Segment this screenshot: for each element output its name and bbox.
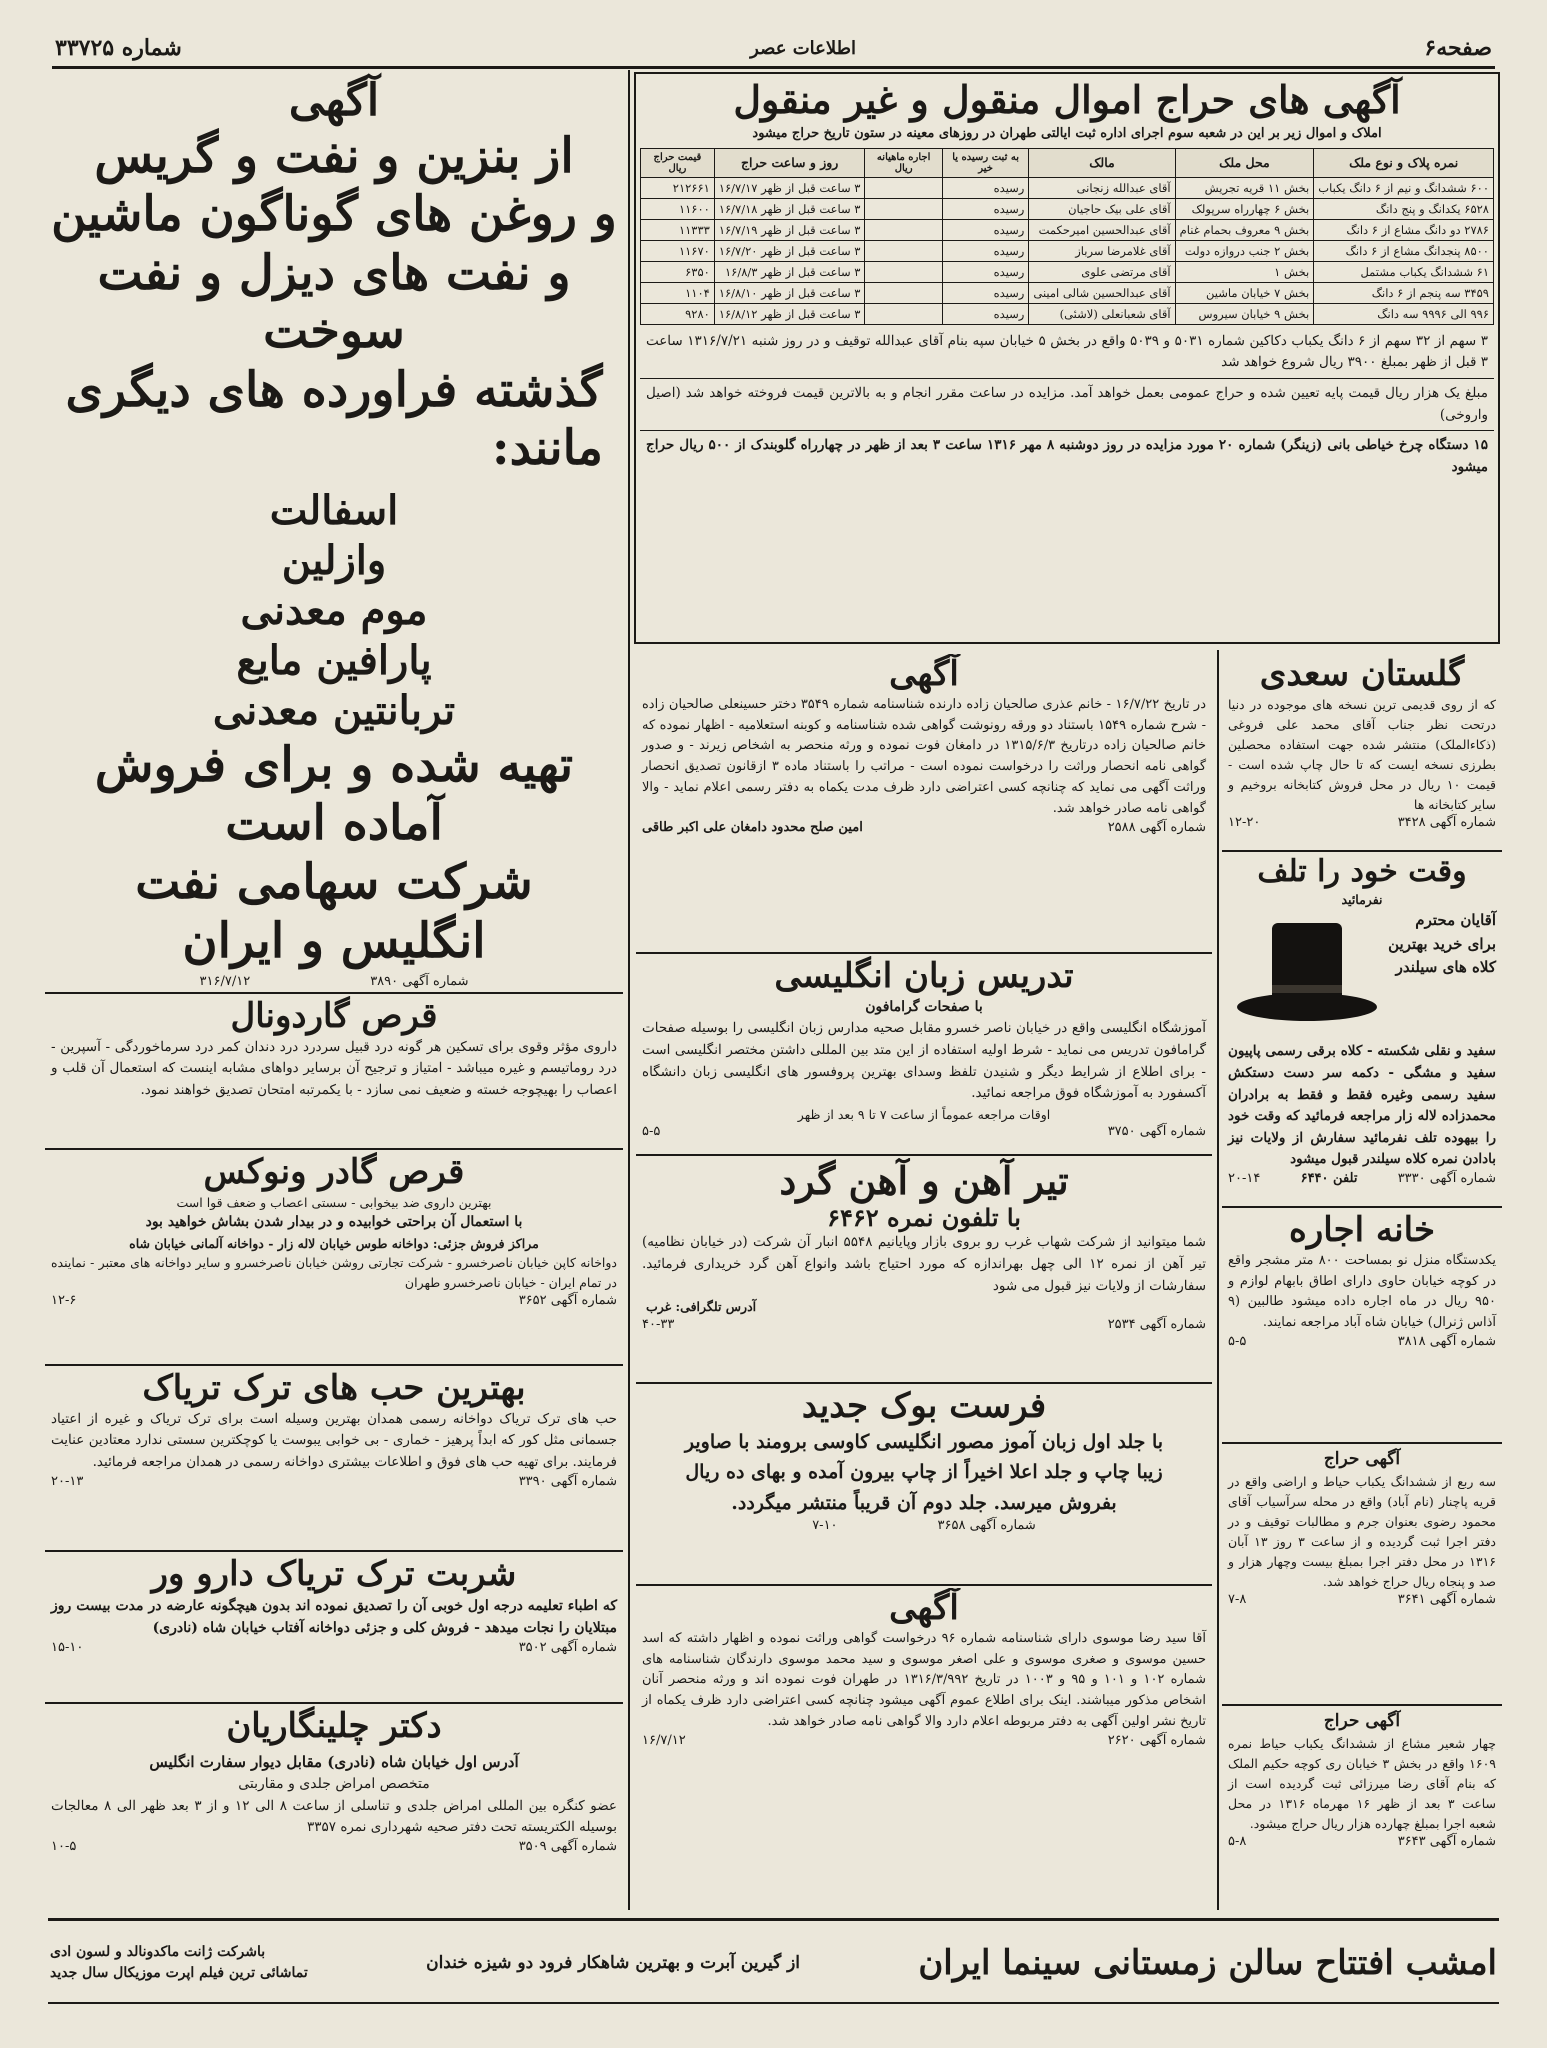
gardonal-ad (45, 996, 623, 1146)
oil-line: مانند: (491, 420, 603, 477)
cinema-right (50, 1942, 308, 1984)
english-footer (636, 1124, 1212, 1139)
auction3-title: آگهی حراج (1323, 1711, 1401, 1731)
auction-notice-3 (1222, 1708, 1502, 1908)
oil-ad-title: آگهی (288, 75, 380, 126)
table-cell: بخش ۷ خیابان ماشین (1175, 282, 1314, 303)
separator (1222, 1704, 1502, 1706)
opium-syrup-body: که اطباء تعلیمه درجه اول خوبی آن را تصدیق نموده اند بدون هیچگونه عارضه در مدت بیست روز مبتلایان را نجات میدهد - فروش کلی و جزئی دواخانه آفتاب خیابان شاه (نادری) (51, 1597, 617, 1637)
table-cell: ۶۳۵۰ (641, 261, 715, 282)
page-header (55, 30, 1492, 66)
separator (636, 1154, 1212, 1156)
ad-date: ۳۱۶/۷/۱۲ (199, 974, 251, 990)
oil-closing: آماده است (225, 795, 443, 852)
table-cell: بخش ۹ معروف بحمام غنام (1175, 219, 1314, 240)
ad-date: ۱۶/۷/۱۲ (642, 1732, 686, 1748)
auction-title: آگهی های حراج اموال منقول و غیر منقول (733, 77, 1401, 122)
notice-footer (636, 820, 1212, 835)
oil-closing: تهیه شده و برای فروش (94, 736, 574, 793)
english-body: آموزشگاه انگلیسی واقع در خیابان ناصر خسرو مقابل صحیه مدارس زبان انگلیسی را بوسیله صفحات گرامافون تدریس می نماید - شرط اولیه استفاده از این متد بین المللی داشتن مختصر انگلیسی است - برای اطلاع از شرایط دیگر و شنیدن تلفظ وسدای بهترین پروفسور های انگلیسی زبان دانشگاه آکسفورد به آموزشگاه فوق مراجعه نمائید. (642, 1020, 1206, 1102)
table-cell: ۹۹۶ الی ۹۹۹۶ سه دانگ (1314, 303, 1494, 324)
opium-syrup-footer (45, 1640, 623, 1655)
english-title: تدریس زبان انگلیسی (774, 956, 1074, 996)
column-header: قیمت حراج ریال (641, 148, 715, 177)
auction-table (640, 148, 1494, 325)
product-item: اسفالت (269, 486, 399, 534)
table-cell: آقای عبدالحسین شالی امینی (1029, 282, 1175, 303)
table-header-row (641, 148, 1494, 177)
ad-date: ۵-۵ (1228, 1333, 1247, 1349)
separator (636, 1584, 1212, 1586)
iron-footer (636, 1317, 1212, 1332)
ad-date: ۷-۱۰ (812, 1517, 838, 1533)
product-item: پارافین مایع (236, 636, 432, 684)
cinema-middle: از گیرین آبرت و بهترین شاهکار فرود دو شیزه خندان (426, 1953, 801, 1973)
table-cell: ۸۵۰۰ پنجدانگ مشاع از ۶ دانگ (1314, 240, 1494, 261)
ad-date: ۷-۸ (1228, 1592, 1247, 1608)
table-cell: رسیده (942, 219, 1029, 240)
product-item: تربانتین معدنی (212, 686, 456, 734)
table-cell: رسیده (942, 177, 1029, 198)
firstbook-ad (636, 1386, 1212, 1582)
hat-footer (1222, 1171, 1502, 1186)
ad-number: شماره آگهی ۳۷۵۰ (1107, 1124, 1206, 1140)
ad-number: شماره آگهی ۲۵۸۸ (1107, 819, 1206, 835)
table-cell: بخش ۱ (1175, 261, 1314, 282)
table-cell: ۱۱۶۰۰ (641, 198, 715, 219)
notice-title: آگهی (889, 1588, 959, 1628)
gadernox-ad (45, 1152, 623, 1362)
golestan-title: گلستان سعدی (1259, 654, 1465, 694)
auction-notice-2 (1222, 1446, 1502, 1702)
table-cell: ۱۱۰۴ (641, 282, 715, 303)
firstbook-line: بفروش میرسد. جلد دوم آن قریباً منتشر میگردد. (731, 1491, 1117, 1514)
doctor-specialty: متخصص امراض جلدی و مقاربتی (238, 1776, 430, 1793)
column-header: اجاره ماهیانه ریال (865, 148, 942, 177)
ad-number: شماره آگهی ۳۸۱۸ (1397, 1333, 1496, 1349)
separator (45, 992, 623, 994)
doctor-ad (45, 1706, 623, 1906)
hat-phone: تلفن ۶۴۴۰ (1300, 1170, 1358, 1186)
table-row (641, 282, 1494, 303)
opium-pills-title: بهترین حب های ترک تریاک (142, 1368, 526, 1408)
house-footer (1222, 1334, 1502, 1349)
auction-note: ۳ سهم از ۳۲ سهم از ۶ دانگ یکباب دکاکین شماره ۵۰۳۱ و ۵۰۳۹ واقع در بخش ۵ خیابان سپه بنام آقای عبدالله توقیف و در روز شنبه ۱۳۱۶/۷/۲۱ ساعت ۳ قبل از ظهر بمبلغ ۳۹۰۰ ریال شروع خواهد شد (640, 331, 1494, 379)
ad-date: ۱۲-۲۰ (1228, 814, 1261, 830)
separator (1222, 1206, 1502, 1208)
ad-date: ۵-۵ (642, 1124, 661, 1140)
iron-title: تیر آهن و آهن گرد (779, 1158, 1069, 1203)
iron-phone: با تلفون نمره ۶۴۶۲ (827, 1202, 1021, 1232)
table-cell: رسیده (942, 240, 1029, 261)
issue-label: شماره ۳۳۷۲۵ (55, 35, 182, 61)
oil-line: و نفت های دیزل و نفت سوخت (97, 244, 571, 360)
auction-section (634, 72, 1500, 644)
house-rent-ad (1222, 1210, 1502, 1440)
doctor-footer (45, 1839, 623, 1854)
table-cell (865, 198, 942, 219)
firstbook-line: با جلد اول زبان آموز مصور انگلیسی کاوسی برومند با صاویر (684, 1430, 1164, 1453)
separator (636, 1382, 1212, 1384)
page-label: صفحه۶ (1424, 35, 1492, 61)
ad-date: ۲۰-۱۳ (51, 1473, 84, 1489)
hat-title-2: نفرمائید (1341, 892, 1383, 907)
auction-note: مبلغ یک هزار ریال قیمت پایه تعیین شده و حراج عمومی بعمل خواهد آمد. مزایده در ساعت مقرر انجام و به بالاترین قیمت فروخته خواهد شد (اصیل واروخی) (640, 383, 1494, 431)
hat-body: سفید و نقلی شکسته - کلاه برقی رسمی پاپیون سفید و مشگی - دکمه سر دست دستکش سفید رسمی وغیره فقط و فقط به برادران محمدزاده لاله زار مراجعه فرمائید که وقت خود را بیهوده تلف نفرمائید سفارش از ولایات نیز بادادن نمره کلاه سیلندر قبول میشود (1228, 1043, 1496, 1168)
house-title: خانه اجاره (1289, 1210, 1435, 1250)
table-cell: ۳ ساعت قبل از ظهر ۱۶/۷/۱۷ (714, 177, 865, 198)
opium-pills-ad (45, 1368, 623, 1548)
table-row (641, 240, 1494, 261)
table-cell: بخش ۱۱ قریه تجریش (1175, 177, 1314, 198)
ad-number: شماره آگهی ۳۵۰۹ (518, 1838, 617, 1854)
cinema-cast: باشرکت ژانت ماکدونالد و لسون ادی (50, 1944, 266, 1960)
oil-line: گذشته فراورده های دیگری (65, 361, 603, 418)
product-item: موم معدنی (240, 586, 428, 634)
table-cell: آقای غلامرضا سرباز (1029, 240, 1175, 261)
table-row (641, 198, 1494, 219)
ad-date: ۴۰-۳۳ (642, 1316, 675, 1332)
english-subtitle: با صفحات گرامافون (865, 998, 983, 1015)
gardonal-body: داروی مؤثر وقوی برای تسکین هر گونه درد قبیل سردرد درد دندان کمر درد سرماخوردگی - آسپرین - درد روماتیسم و غیره میباشد - امتیاز و ترجیح آن برسایر دواهای مشابه اینست که استعمال آن قلب و اعصاب را بهیچوجه خسته و ضعیف نمی سازد - با یکمرتبه امتحان تصدیق خواهند نمود. (51, 1038, 617, 1098)
table-cell (865, 282, 942, 303)
column-divider-2 (1217, 650, 1219, 1910)
gadernox-line: دواخانه کاپن خیابان ناصرخسرو - شرکت تجارتی روشن خیابان ناصرخسرو و سایر دواخانه های معتبر - نماینده در تمام ایران - خیابان ناصرخسرو طهران (51, 1255, 617, 1291)
table-cell: بخش ۶ چهارراه سرپولک (1175, 198, 1314, 219)
table-cell: رسیده (942, 303, 1029, 324)
opium-pills-footer (45, 1474, 623, 1489)
table-cell: ۶۰۰ ششدانگ و نیم از ۶ دانگ یکباب (1314, 177, 1494, 198)
notice-title: آگهی (889, 654, 959, 694)
gadernox-title: قرص گادر ونوکس (203, 1152, 465, 1192)
ad-date: ۵-۸ (1228, 1834, 1247, 1850)
separator (45, 1364, 623, 1366)
gadernox-footer (45, 1293, 623, 1308)
auction2-title: آگهی حراج (1323, 1449, 1401, 1469)
ad-number: شماره آگهی ۳۸۹۰ (370, 974, 469, 990)
iron-beam-ad (636, 1158, 1212, 1380)
firstbook-line: زیبا چاپ و جلد اعلا اخیراً از چاپ بیرون آمده و بهای ده ریال (685, 1461, 1163, 1484)
hat-title: وقت خود را تلف (1257, 854, 1467, 889)
gadernox-line: بهترین داروی ضد بیخوابی - سستی اعصاب و ضعف قوا است (176, 1194, 492, 1210)
company-name: شرکت سهامی نفت (135, 853, 533, 910)
english-hours: اوقات مراجعه عموماً از ساعت ۷ تا ۹ بعد از ظهر (797, 1106, 1051, 1122)
table-cell: ۱۱۳۳۳ (641, 219, 715, 240)
table-cell: رسیده (942, 261, 1029, 282)
table-cell (865, 177, 942, 198)
gadernox-line: با استعمال آن براحتی خوابیده و در بیدار شدن بشاش خواهید بود (145, 1214, 523, 1231)
auction3-footer (1222, 1834, 1502, 1849)
iron-telegraph: آدرس تلگرافی: غرب (646, 1299, 757, 1315)
ad-number: شماره آگهی ۳۳۹۰ (518, 1473, 617, 1489)
header-rule (52, 66, 1495, 69)
table-cell: بخش ۲ جنب دروازه دولت (1175, 240, 1314, 261)
oil-ad (45, 72, 623, 990)
table-cell: آقای شعبانعلی (لاشئی) (1029, 303, 1175, 324)
english-lessons-ad (636, 956, 1212, 1152)
oil-line: از بنزین و نفت و گریس (94, 127, 574, 184)
hat-pitch: آقایان محترم برای خرید بهترین کلاه های سیلندر (1388, 911, 1496, 976)
ad-number: شماره آگهی ۳۵۰۲ (518, 1639, 617, 1655)
ad-number: شماره آگهی ۳۶۴۳ (1397, 1834, 1496, 1850)
table-cell (865, 303, 942, 324)
inheritance-notice-2 (636, 1588, 1212, 1904)
table-cell: آقای مرتضی علوی (1029, 261, 1175, 282)
table-cell: ۳۴۵۹ سه پنجم از ۶ دانگ (1314, 282, 1494, 303)
opium-syrup-ad (45, 1554, 623, 1700)
ad-number: شماره آگهی ۳۶۵۸ (937, 1517, 1036, 1533)
notice-body: آقا سید رضا موسوی دارای شناسنامه شماره ۹۶ درخواست گواهی وراثت نموده و اظهار داشته که اسد حسین موسوی و صغری موسوی و علی اصغر موسوی و سید محمد موسوی دارندگان شناسنامه های شماره ۱۰۲ و ۱۰۱ و ۹۵ و ۱۰۰۳ در تاریخ ۱۳۱۶/۳/۹۹۲ در طهران فوت نموده اند و ورثه منحصر آنان اشخاص مذکور میباشند. اینک برای اطلاع عموم آگهی میشود چنانچه کسی اعتراضی دارد ظرف یکماه از تاریخ نشر اولین آگهی به دفتر مربوطه اعلام دارد والا گواهی نامه صادر خواهد شد. (642, 1630, 1207, 1729)
ad-number: شماره آگهی ۳۳۳۰ (1397, 1170, 1496, 1186)
doctor-body: عضو کنگره بین المللی امراض جلدی و تناسلی از ساعت ۸ الی ۱۲ و از ۳ بعد ظهر الی ۸ معالجات بوسیله الکتریسته تحت دفتر صحیه شهرداری نمره ۳۳۵۷ (51, 1797, 617, 1836)
inheritance-notice-1 (636, 654, 1212, 950)
column-divider-1 (628, 70, 630, 1910)
table-cell: ۲۱۲۶۶۱ (641, 177, 715, 198)
notice-footer (636, 1733, 1212, 1748)
footer-bottom-rule (48, 2002, 1499, 2004)
table-cell: ۹۲۸۰ (641, 303, 715, 324)
ad-number: شماره آگهی ۲۵۳۴ (1107, 1316, 1206, 1332)
table-cell: آقای عبدالحسین امیرحکمت (1029, 219, 1175, 240)
ad-date: ۱۰-۵ (51, 1838, 77, 1854)
golestan-body: که از روی قدیمی ترین نسخه های موجوده در دنیا درتحت نظر جناب آقای محمد علی فروغی (ذکاءالملک) منتشر شده جهت استفاده محصلین بطرزی نسخه ایست که تا حال چاپ شده است - قیمت ۱۰ ریال در محل فروش کتابخانه بروخیم و سایر کتابخانه ها (1228, 696, 1496, 812)
table-cell: ۲۷۸۶ دو دانگ مشاع از ۶ دانگ (1314, 219, 1494, 240)
column-header: روز و ساعت حراج (714, 148, 865, 177)
gardonal-title: قرص گاردونال (230, 996, 438, 1036)
gadernox-line: مراکز فروش جزئی: دواخانه طوس خیابان لاله زار - دواخانه آلمانی خیابان شاه (129, 1235, 539, 1251)
table-cell: ۳ ساعت قبل از ظهر ۱۶/۸/۱۰ (714, 282, 865, 303)
product-item: وازلین (281, 536, 387, 584)
separator (45, 1702, 623, 1704)
cinema-banner (50, 1928, 1497, 1998)
table-row (641, 177, 1494, 198)
separator (45, 1550, 623, 1552)
oil-ad-footer (45, 974, 623, 989)
auction-subtitle: املاک و اموال زیر بر این در شعبه سوم اجرای اداره ثبت ایالتی طهران در روزهای معینه در ستون تاریخ حراج میشود (752, 125, 1382, 141)
ad-date: ۱۲-۶ (51, 1293, 77, 1309)
separator (1222, 850, 1502, 852)
table-cell: ۳ ساعت قبل از ظهر ۱۶/۷/۱۸ (714, 198, 865, 219)
table-cell (865, 219, 942, 240)
ad-date: ۲۰-۱۴ (1228, 1170, 1261, 1186)
table-cell: ۳ ساعت قبل از ظهر ۱۶/۸/۳ (714, 261, 865, 282)
ad-number: شماره آگهی ۳۶۵۲ (518, 1293, 617, 1309)
footer-rule (48, 1918, 1499, 1921)
house-body: یکدستگاه منزل نو بمساحت ۸۰۰ متر مشجر واقع در کوچه خیابان حاوی دارای اطاق بابهام لوازم و ۹۵۰ ریال در ماه اجاره داده میشود طالبین (۹ آذاس ژنرال) خیابان شاه آباد مراجعه نمایند. (1228, 1252, 1496, 1331)
auction-note: ۱۵ دستگاه چرخ خیاطی بانی (زینگر) شماره ۲۰ مورد مزایده در روز دوشنبه ۸ مهر ۱۳۱۶ ساعت ۳ بعد از ظهر در چهارراه گلوبندک از ۵۰۰ ریال حراج میشود (646, 437, 1489, 475)
table-cell: ۱۱۶۷۰ (641, 240, 715, 261)
doctor-address: آدرس اول خیابان شاه (نادری) مقابل دیوار سفارت انگلیس (149, 1752, 519, 1771)
firstbook-footer (636, 1518, 1212, 1533)
table-cell: ۳ ساعت قبل از ظهر ۱۶/۸/۱۲ (714, 303, 865, 324)
ad-date: ۱۵-۱۰ (51, 1639, 84, 1655)
column-header: محل ملک (1175, 148, 1314, 177)
separator (636, 952, 1212, 954)
table-cell: ۶۱ ششدانگ یکباب مشتمل (1314, 261, 1494, 282)
table-cell: بخش ۹ خیابان سیروس (1175, 303, 1314, 324)
table-cell (865, 261, 942, 282)
table-cell: رسیده (942, 198, 1029, 219)
table-row (641, 303, 1494, 324)
ad-number: شماره آگهی ۳۴۲۸ (1397, 814, 1496, 830)
table-cell: آقای علی بیک حاجیان (1029, 198, 1175, 219)
iron-body: شما میتوانید از شرکت شهاب غرب رو بروی بازار وپایانیم ۵۵۴۸ انبار آن شرکت (در خیابان نظامیه) تیر آهن از نمره ۱۲ الی چهل بهراندازه که مورد احتیاج باشد وانواع آهن گرد خریداری فرمائید. سفارشات از ولایات نیز قبول می شود (642, 1234, 1206, 1294)
table-row (641, 261, 1494, 282)
column-header: مالک (1029, 148, 1175, 177)
paper-name: اطلاعات عصر (750, 37, 856, 59)
table-cell: ۳ ساعت قبل از ظهر ۱۶/۷/۱۹ (714, 219, 865, 240)
table-cell (865, 240, 942, 261)
column-header: به ثبت رسیده یا خیر (942, 148, 1029, 177)
firstbook-title: فرست بوک جدید (801, 1386, 1047, 1426)
auction3-body: چهار شعیر مشاع از ششدانگ یکباب حیاط نمره ۱۶۰۹ واقع در بخش ۳ خیابان ری کوچه حکیم الملک که بنام آقای رضا میرزائی ثبت گردیده است از ساعت ۳ بعد از ظهر ۱۶ مهرماه ۱۳۱۶ در محل شعبه اجرا بمبلغ چهارده هزار ریال حراج میشود. (1228, 1736, 1496, 1832)
table-cell: آقای عبدالله زنجانی (1029, 177, 1175, 198)
golestan-ad (1222, 654, 1502, 848)
oil-line: و روغن های گوناگون ماشین (51, 186, 617, 243)
top-hat-icon (1232, 915, 1382, 1035)
separator (1222, 1442, 1502, 1444)
opium-pills-body: حب های ترک تریاک دواخانه رسمی همدان بهترین وسیله است برای ترک تریاک و غیره از اعتیاد جسمانی مثل کور که ابداً پرهیز - خماری - بی خوابی یبوست یا کوچکترین سستی ندارد معتادین عنایت فرمایند. برای تهیه حب های فوق و اطلاعات بیشتری دواخانه رسمی در همدان مراجعه فرمائید. (51, 1410, 617, 1470)
separator (45, 1148, 623, 1150)
table-cell: رسیده (942, 282, 1029, 303)
notice-body: در تاریخ ۱۶/۷/۲۲ - خانم عذری صالحیان زاده دارنده شناسنامه شماره ۳۵۴۹ دختر حسینعلی صالحیان زاده - شرح شماره ۱۵۴۹ باستناد دو ورقه رونوشت گواهی شده شناسنامه و کوبنه استعلامیه - اظهار نموده که خانم صالحیان زاده درتاریخ ۱۳۱۵/۶/۳ در دامغان فوت نموده و ورثه منحصر به اشخاص زیرند - و صدور گواهی نامه انحصار وراثت را درخواست نموده است - مراتب را باستناد ماده ۳ ازقانون تصدیق انحصار وراثت آگهی می نماید که چنانچه کسی اعتراضی دارد ظرف مدت یکماه به دفتر رسمی اعلام نماید - والا گواهی نامه صادر خواهد شد. (642, 696, 1207, 816)
notice-signature: امین صلح محدود دامغان علی اکبر طاقی (642, 819, 863, 835)
auction2-footer (1222, 1592, 1502, 1607)
cinema-main: امشب افتتاح سالن زمستانی سینما ایران (918, 1943, 1497, 1983)
column-header: نمره پلاک و نوع ملک (1314, 148, 1494, 177)
table-cell: ۳ ساعت قبل از ظهر ۱۶/۷/۲۰ (714, 240, 865, 261)
ad-number: شماره آگهی ۳۶۴۱ (1397, 1592, 1496, 1608)
table-row (641, 219, 1494, 240)
opium-syrup-title: شربت ترک تریاک دارو ور (151, 1554, 517, 1594)
company-name: انگلیس و ایران (182, 912, 486, 969)
cinema-tagline: تماشائی ترین فیلم اپرت موزیکال سال جدید (50, 1965, 308, 1981)
doctor-title: دکتر چلینگاریان (226, 1706, 442, 1746)
ad-number: شماره آگهی ۲۶۲۰ (1107, 1732, 1206, 1748)
hat-shop-ad (1222, 854, 1502, 1204)
auction2-body: سه ربع از ششدانگ یکباب حیاط و اراضی واقع در قریه پاچنار (نام آباد) واقع در محله سرآسیاب آقای محمود رضوی بعنوان جرم و مطالبات توقیف و در دفتر اجرا ثبت گردیده و از ساعت ۳ روز ۱۳ آبان ۱۳۱۶ در محل دفتر اجرا بمبلغ بیست وچهار هزار و صد و پنجاه ریال حراج خواهد شد. (1228, 1474, 1497, 1590)
golestan-footer (1222, 815, 1502, 830)
table-cell: ۶۵۲۸ یکدانگ و پنج دانگ (1314, 198, 1494, 219)
